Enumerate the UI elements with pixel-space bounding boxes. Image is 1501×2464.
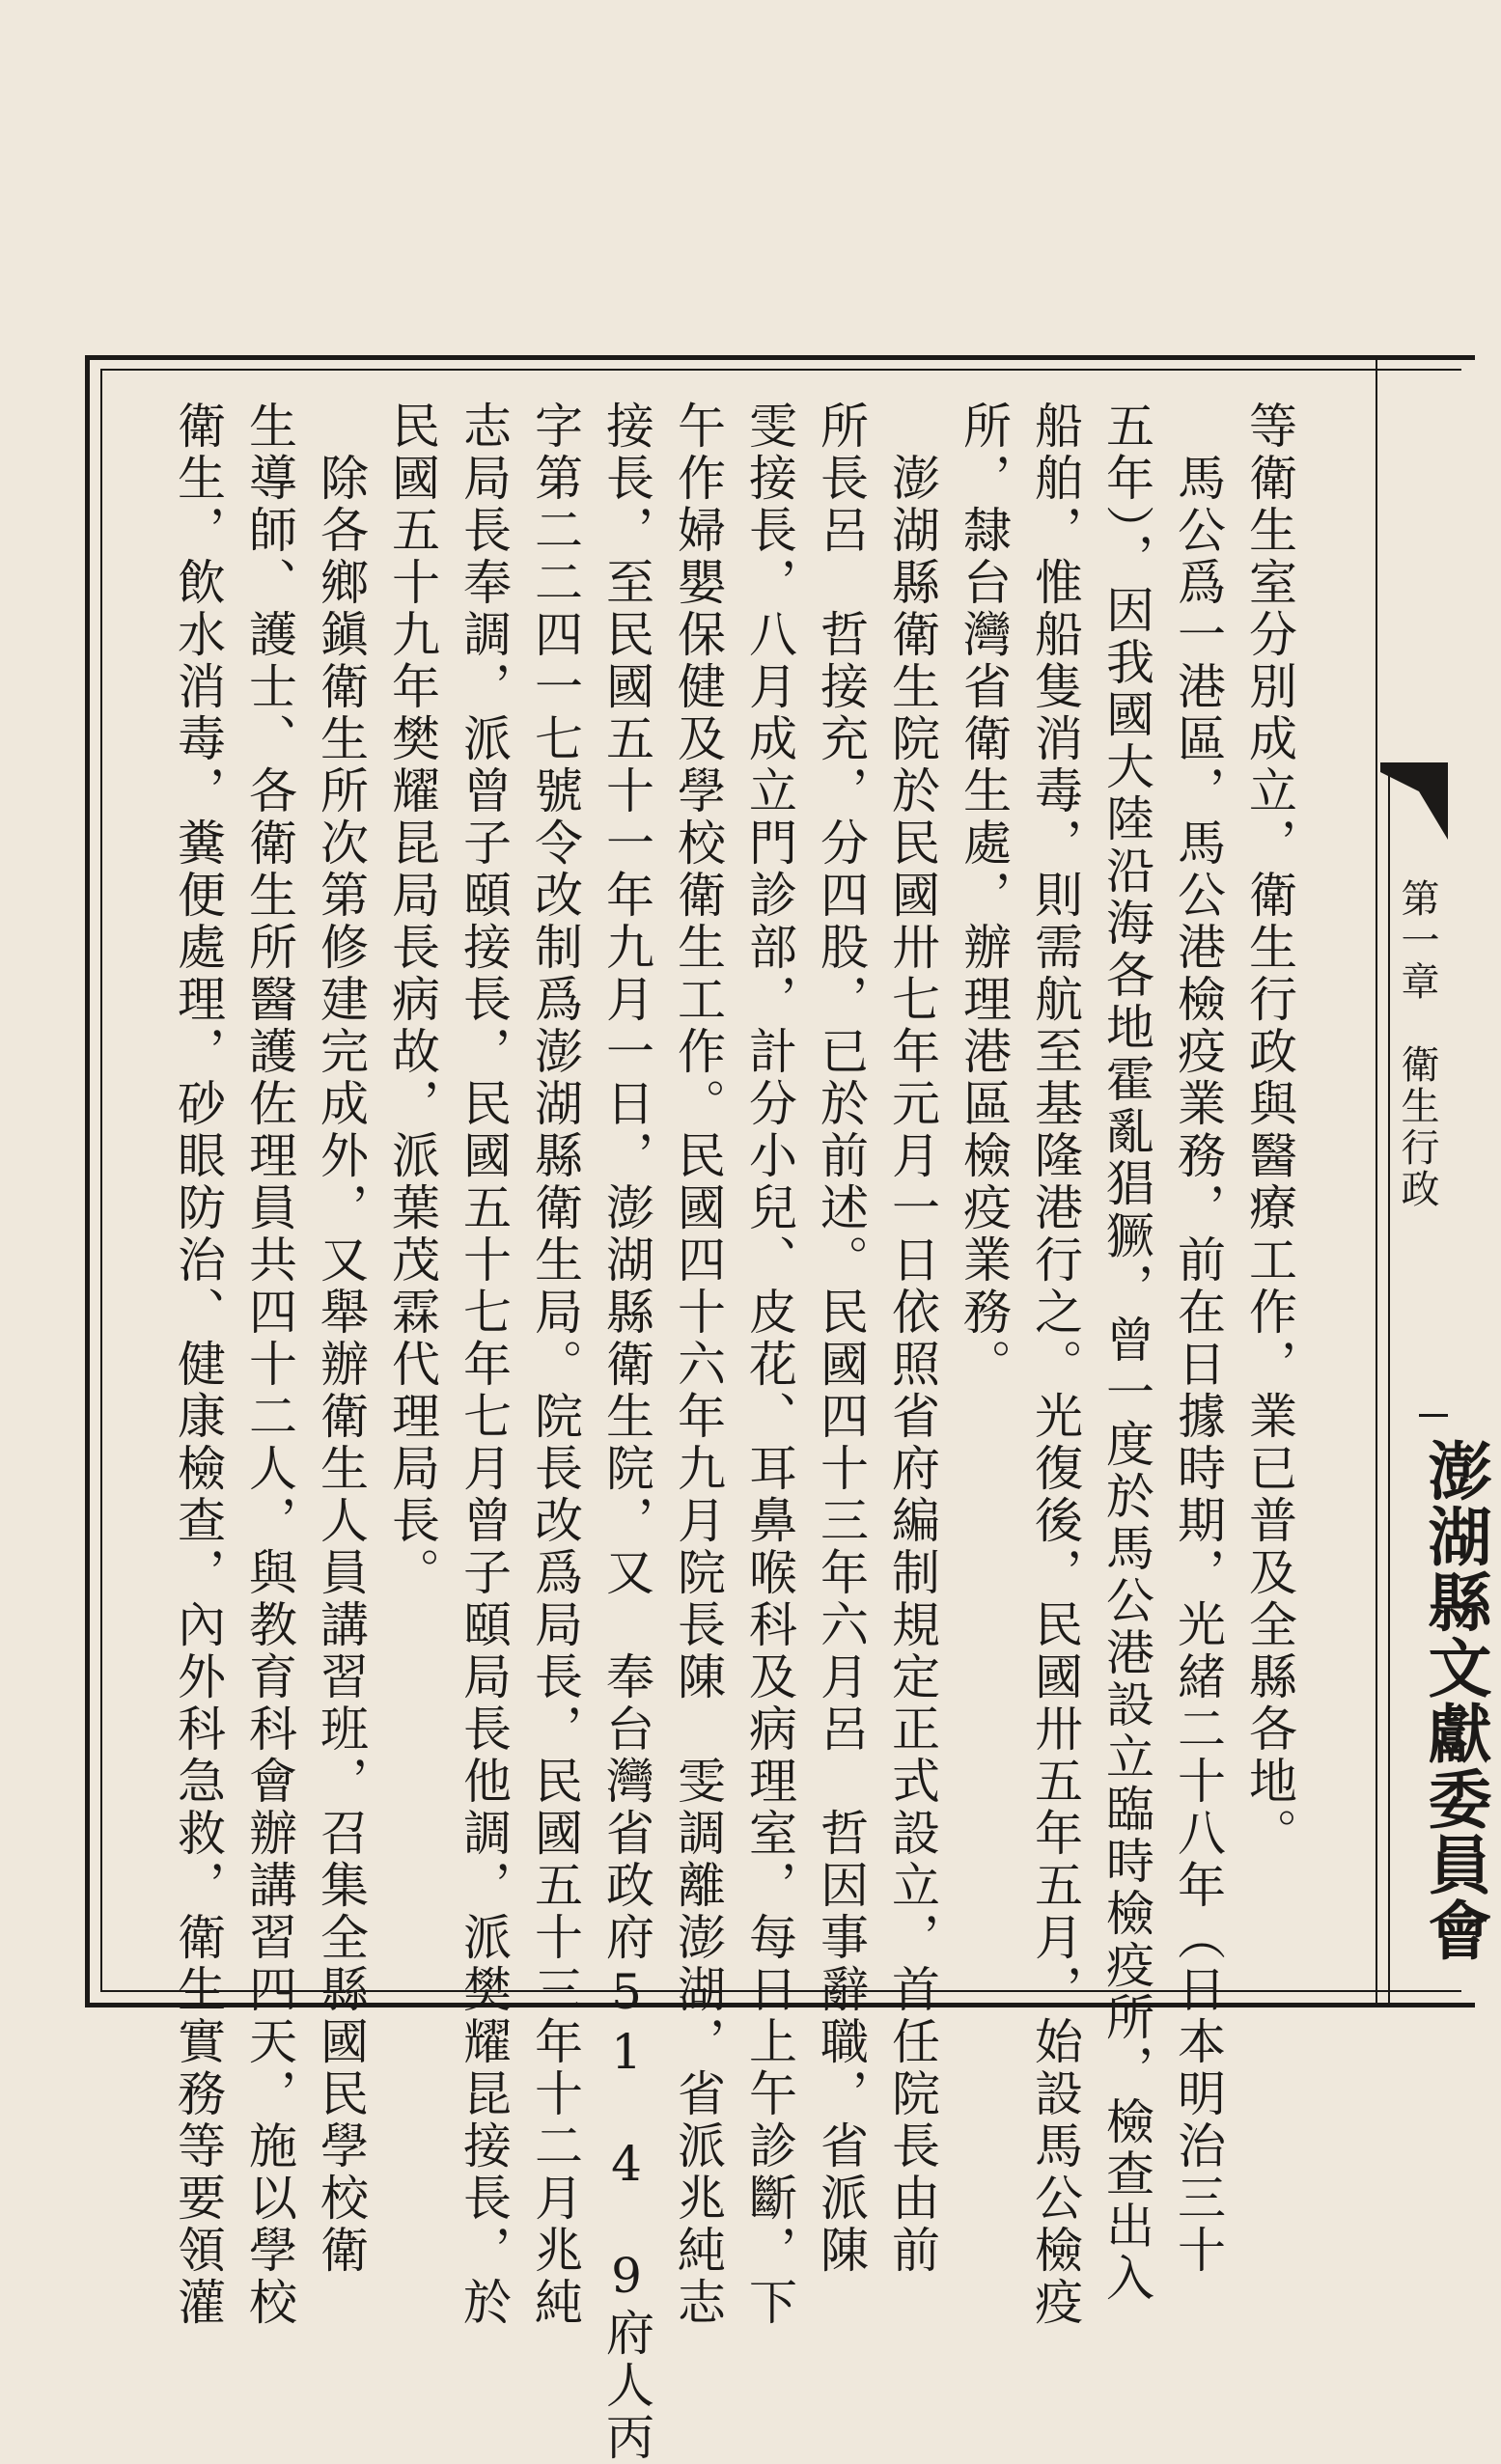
text-column: 衛生，飲水消毒，糞便處理，砂眼防治、健康檢查，內外科急救，衛生實務等要領灌 [170,401,226,2329]
text-column: 接長，至民國五十一年九月一日，澎湖縣衛生院，又 奉台灣省政府51 4 9府人丙 [598,401,654,2464]
chapter-label: 第一章 衛生行政 [1395,878,1439,1210]
text-column: 等衛生室分別成立，衛生行政與醫療工作，業已普及全縣各地。 [1241,401,1297,1860]
text-column: 生導師、護士、各衛生所醫護佐理員共四十二人，與教育科會辦講習四天，施以學校 [241,401,297,2329]
text-column: 五年），因我國大陸沿海各地霍亂猖獗，曾一度於馬公港設立臨時檢疫所，檢查出入 [1098,401,1154,2305]
text-column: 民國五十九年樊耀昆局長病故，派葉茂霖代理局長。 [384,401,440,1599]
running-header: 澎湖縣文獻委員會 [1417,1438,1492,1963]
text-column: 雯接長，八月成立門診部，計分小兒、皮花、耳鼻喉科及病理室，每日上午診斷，下 [741,401,797,2329]
sidebar-rule [1376,355,1377,2007]
text-column: 船舶，惟船隻消毒，則需航至基隆港行之。光復後，民國卅五年五月，始設馬公檢疫 [1027,401,1083,2329]
text-column: 字第二二四一七號令改制爲澎湖縣衛生局。院長改爲局長，民國五十三年十二月兆純 [527,401,583,2329]
header-mark [1419,1414,1448,1417]
text-column: 午作婦嬰保健及學校衛生工作。民國四十六年九月院長陳 雯調離澎湖，省派兆純志 [670,401,726,2329]
text-column: 所長呂 哲接充，分四股，已於前述。民國四十三年六月呂 哲因事辭職，省派陳 [813,401,869,2277]
chapter-chevron-mark [1380,762,1448,840]
text-column: 所，隸台灣省衛生處，辦理港區檢疫業務。 [956,401,1012,1391]
text-column: 澎湖縣衛生院於民國卅七年元月一日依照省府編制規定正式設立，首任院長由前 [884,401,940,2277]
text-column: 馬公爲一港區，馬公港檢疫業務，前在日據時期，光緒二十八年（日本明治三十 [1170,401,1226,2277]
text-column: 志局長奉調，派曾子頤接長，民國五十七年七月曾子頤局長他調，派樊耀昆接長，於 [456,401,512,2329]
text-column: 除各鄉鎭衛生所次第修建完成外，又舉辦衛生人員講習班，召集全縣國民學校衛 [313,401,369,2277]
